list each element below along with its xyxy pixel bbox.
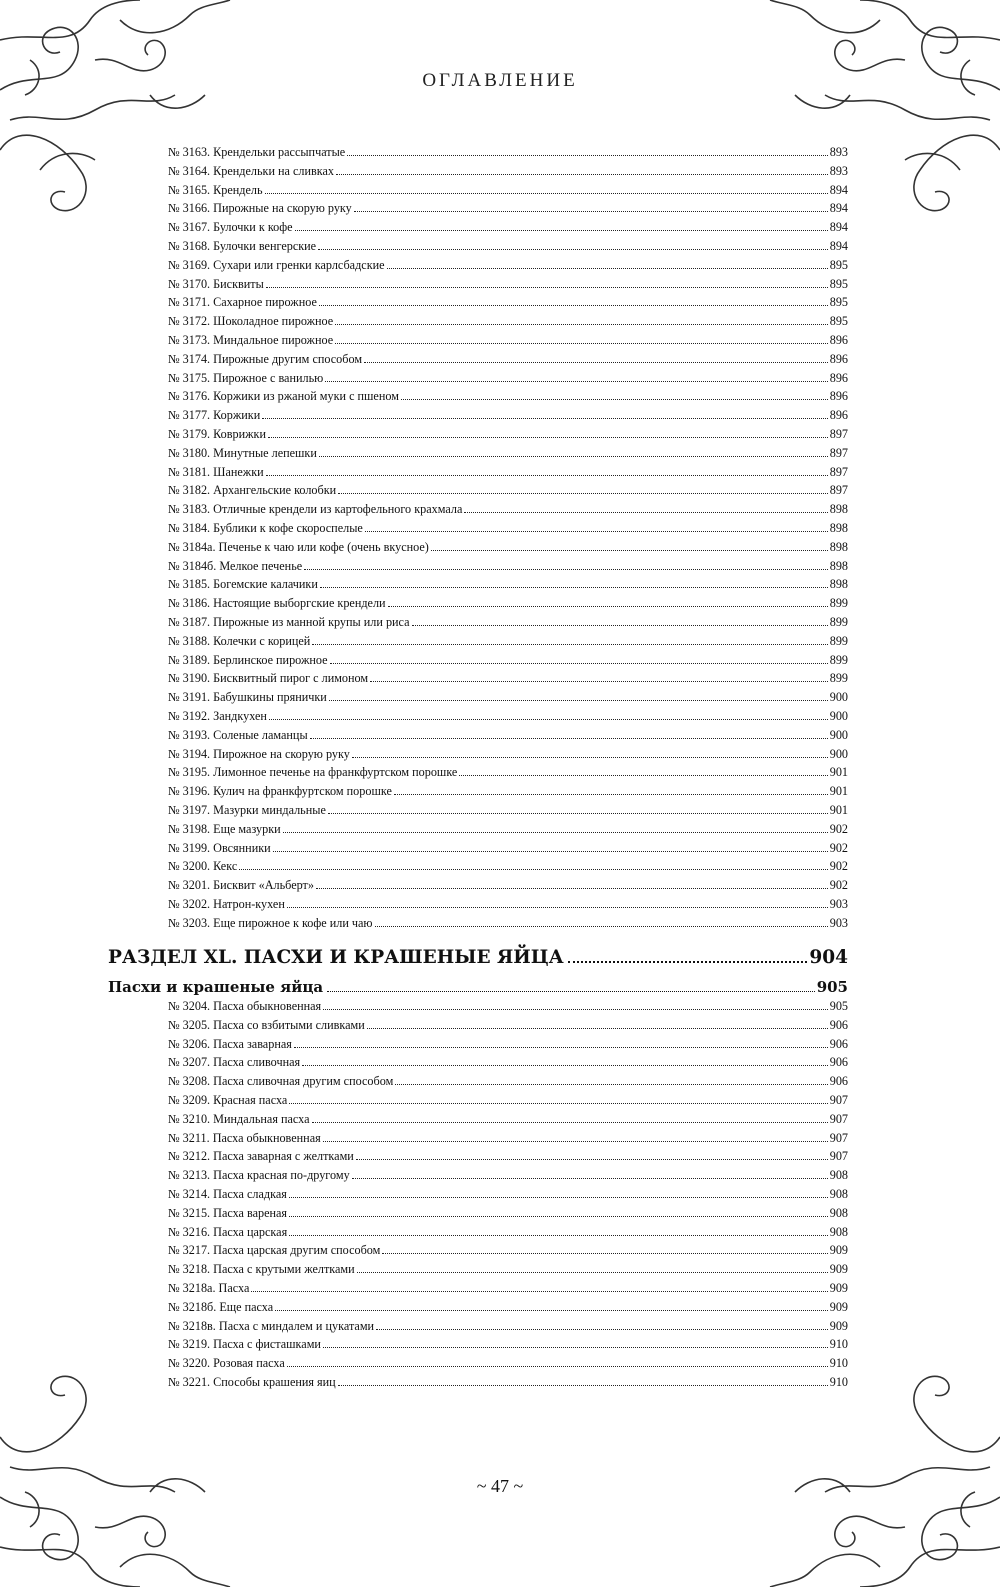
entry-page: 903 xyxy=(829,915,848,930)
entry-page: 910 xyxy=(829,1337,848,1352)
leader-dots xyxy=(287,906,828,908)
leader-dots xyxy=(375,925,828,927)
entry-title: № 3210. Миндальная пасха xyxy=(168,1111,310,1126)
leader-dots xyxy=(289,1234,828,1236)
floral-corner-icon xyxy=(760,1357,1000,1587)
leader-dots xyxy=(273,850,828,852)
toc-entry[interactable] xyxy=(168,1147,848,1165)
toc-entry[interactable] xyxy=(168,1223,848,1241)
entry-page: 902 xyxy=(829,821,848,836)
page-number: ~ 47 ~ xyxy=(476,1476,524,1496)
entry-title: № 3203. Еще пирожное к кофе или чаю xyxy=(168,915,373,930)
toc-entry[interactable] xyxy=(168,1354,848,1372)
leader-dots xyxy=(268,436,828,438)
entry-page: 899 xyxy=(829,615,848,629)
entry-title: № 3170. Бисквиты xyxy=(168,276,264,291)
leader-dots xyxy=(266,474,828,476)
entry-page: 910 xyxy=(829,1375,848,1389)
toc-entry[interactable] xyxy=(168,1373,848,1391)
entry-title: № 3184б. Мелкое печенье xyxy=(168,558,303,573)
toc-entry[interactable] xyxy=(168,463,848,481)
running-head: ОГЛАВЛЕНИЕ xyxy=(422,70,578,91)
entry-page: 906 xyxy=(829,1055,848,1070)
entry-title: № 3213. Пасха красная по-другому xyxy=(168,1168,350,1183)
entry-title: № 3180. Минутные лепешки xyxy=(168,445,317,460)
entry-page: 894 xyxy=(829,239,848,253)
entry-page: 893 xyxy=(829,163,848,178)
entry-page: 897 xyxy=(829,445,848,460)
toc-entry[interactable] xyxy=(168,162,848,180)
toc-entry[interactable] xyxy=(168,1185,848,1203)
toc-entry[interactable] xyxy=(168,1204,848,1222)
leader-dots xyxy=(289,1215,828,1217)
leader-dots xyxy=(269,718,828,720)
leader-dots xyxy=(412,624,828,626)
leader-dots xyxy=(338,1384,828,1386)
toc-entry[interactable] xyxy=(168,387,848,405)
leader-dots xyxy=(318,248,828,250)
toc-entry[interactable] xyxy=(168,745,848,763)
toc-entry[interactable] xyxy=(168,1279,848,1297)
leader-dots xyxy=(459,774,827,776)
subsection-title: Пасхи и крашеные яйца xyxy=(108,978,324,996)
toc-entry[interactable] xyxy=(168,857,848,875)
toc-entry[interactable] xyxy=(168,369,848,387)
leader-dots xyxy=(357,1271,828,1273)
entry-page: 895 xyxy=(829,295,848,310)
entry-page: 901 xyxy=(829,784,848,799)
toc-entry[interactable] xyxy=(168,1053,848,1071)
leader-dots xyxy=(323,1140,828,1142)
entry-page: 899 xyxy=(829,633,848,648)
entry-page: 908 xyxy=(829,1168,848,1183)
entry-title: № 3169. Сухари или гренки карлсбадские xyxy=(168,257,385,272)
entry-page: 901 xyxy=(829,803,848,817)
toc-entry[interactable] xyxy=(168,481,848,499)
entry-title: № 3166. Пирожные на скорую руку xyxy=(168,201,352,216)
entry-page: 909 xyxy=(829,1318,848,1333)
entry-title: № 3216. Пасха царская xyxy=(168,1224,288,1239)
entry-page: 894 xyxy=(829,182,848,197)
leader-dots xyxy=(310,737,828,739)
entry-page: 898 xyxy=(829,539,848,554)
entry-page: 902 xyxy=(829,878,848,893)
entry-page: 908 xyxy=(829,1205,848,1220)
toc-entry[interactable] xyxy=(168,406,848,424)
entry-page: 897 xyxy=(829,427,848,441)
entry-title: № 3176. Коржики из ржаной муки с пшеном xyxy=(168,389,399,404)
toc-entry[interactable] xyxy=(168,594,848,612)
entry-page: 908 xyxy=(829,1224,848,1239)
leader-dots xyxy=(401,398,828,400)
leader-dots xyxy=(323,1346,828,1348)
toc-entry[interactable] xyxy=(168,1166,848,1184)
entry-title: № 3218б. Еще пасха xyxy=(168,1299,274,1314)
entry-title: № 3201. Бисквит «Альберт» xyxy=(168,878,314,893)
section-title: РАЗДЕЛ XL. ПАСХИ И КРАШЕНЫЕ ЯЙЦА xyxy=(108,947,564,968)
leader-dots xyxy=(352,1177,828,1179)
entry-page: 908 xyxy=(829,1187,848,1201)
entry-page: 895 xyxy=(829,276,848,291)
entry-page: 907 xyxy=(829,1130,848,1145)
leader-dots xyxy=(335,342,828,344)
entry-title: № 3202. Натрон-кухен xyxy=(168,897,285,911)
leader-dots xyxy=(316,887,828,889)
entry-page: 909 xyxy=(829,1281,848,1295)
entry-page: 907 xyxy=(829,1093,848,1107)
entry-page: 902 xyxy=(829,859,848,874)
entry-page: 895 xyxy=(829,314,848,329)
leader-dots xyxy=(364,361,828,363)
toc-entry[interactable] xyxy=(168,726,848,744)
toc-entry[interactable] xyxy=(168,820,848,838)
toc-entry[interactable] xyxy=(168,500,848,518)
entry-page: 900 xyxy=(829,746,848,761)
toc-entry[interactable] xyxy=(168,1129,848,1147)
toc-entry[interactable] xyxy=(168,1035,848,1053)
leader-dots xyxy=(239,868,827,870)
toc-entry[interactable] xyxy=(168,331,848,349)
entry-title: № 3218. Пасха с крутыми желтками xyxy=(168,1262,355,1277)
entry-title: № 3175. Пирожное с ванилью xyxy=(168,370,324,385)
entry-title: № 3190. Бисквитный пирог с лимоном xyxy=(168,671,369,686)
entry-page: 896 xyxy=(829,389,848,404)
entry-page: 899 xyxy=(829,671,848,686)
entry-title: № 3184. Бублики к кофе скороспелые xyxy=(168,521,363,535)
toc-entry[interactable] xyxy=(168,632,848,650)
leader-dots xyxy=(319,455,828,457)
entry-page: 909 xyxy=(829,1243,848,1258)
entry-page: 909 xyxy=(829,1262,848,1277)
leader-dots xyxy=(376,1328,828,1330)
entry-title: № 3218в. Пасха с миндалем и цукатами xyxy=(168,1318,375,1333)
entry-page: 898 xyxy=(829,502,848,517)
toc-entry[interactable] xyxy=(168,782,848,800)
entry-page: 896 xyxy=(829,370,848,385)
entry-page: 906 xyxy=(829,1036,848,1051)
leader-dots xyxy=(328,812,828,814)
entry-title: № 3186. Настоящие выборгские крендели xyxy=(168,596,386,611)
leader-dots xyxy=(295,229,828,231)
entry-page: 896 xyxy=(829,351,848,366)
leader-dots xyxy=(251,1290,827,1292)
entry-page: 907 xyxy=(829,1111,848,1126)
entry-title: № 3217. Пасха царская другим способом xyxy=(168,1243,381,1258)
toc-entry[interactable] xyxy=(168,839,848,857)
toc-entry[interactable] xyxy=(168,256,848,274)
entry-page: 900 xyxy=(829,709,848,723)
toc-entry[interactable] xyxy=(168,1335,848,1353)
entry-page: 909 xyxy=(829,1299,848,1314)
toc-entry[interactable] xyxy=(168,425,848,443)
entry-title: № 3165. Крендель xyxy=(168,182,263,197)
entry-title: № 3220. Розовая пасха xyxy=(168,1356,285,1371)
entry-title: № 3218а. Пасха xyxy=(168,1281,250,1295)
toc-entry[interactable] xyxy=(168,1091,848,1109)
entry-title: № 3196. Кулич на франкфуртском порошке xyxy=(168,784,392,799)
leader-dots xyxy=(330,662,828,664)
entry-title: № 3200. Кекс xyxy=(168,859,238,874)
leader-dots xyxy=(395,1083,827,1085)
entry-title: № 3215. Пасха вареная xyxy=(168,1205,288,1220)
entry-title: № 3163. Крендельки рассыпчатые xyxy=(168,145,346,159)
entry-page: 910 xyxy=(829,1356,848,1371)
entry-title: № 3167. Булочки к кофе xyxy=(168,220,293,235)
section-page: 904 xyxy=(809,947,848,968)
entry-title: № 3168. Булочки венгерские xyxy=(168,239,317,253)
toc-entry[interactable] xyxy=(168,237,848,255)
leader-dots xyxy=(265,192,828,194)
toc-entry[interactable] xyxy=(168,1241,848,1259)
entry-title: № 3198. Еще мазурки xyxy=(168,821,281,836)
entry-title: № 3192. Зандкухен xyxy=(168,709,267,723)
toc-entry[interactable] xyxy=(168,997,848,1015)
leader-dots xyxy=(327,991,815,992)
entry-page: 905 xyxy=(829,999,848,1013)
leader-dots xyxy=(289,1102,827,1104)
entry-title: № 3199. Овсянники xyxy=(168,840,271,855)
entry-title: № 3177. Коржики xyxy=(168,408,261,423)
leader-dots xyxy=(266,286,828,288)
toc-entry[interactable] xyxy=(168,613,848,631)
leader-dots xyxy=(283,831,828,833)
leader-dots xyxy=(294,1046,828,1048)
toc-entry[interactable] xyxy=(168,895,848,913)
toc-entry[interactable] xyxy=(168,1072,848,1090)
leader-dots xyxy=(352,756,828,758)
entry-title: № 3191. Бабушкины прянички xyxy=(168,690,327,705)
entry-title: № 3174. Пирожные другим способом xyxy=(168,351,363,366)
toc-entry[interactable] xyxy=(168,707,848,725)
leader-dots xyxy=(323,1008,828,1010)
entry-title: № 3219. Пасха с фисташками xyxy=(168,1337,321,1352)
entry-page: 895 xyxy=(829,257,848,272)
entry-title: № 3179. Коврижки xyxy=(168,427,266,441)
entry-title: № 3189. Берлинское пирожное xyxy=(168,652,328,667)
entry-title: № 3214. Пасха сладкая xyxy=(168,1187,287,1201)
entry-page: 907 xyxy=(829,1149,848,1164)
entry-title: № 3212. Пасха заварная с желтками xyxy=(168,1149,354,1164)
entry-title: № 3208. Пасха сливочная другим способом xyxy=(168,1074,394,1089)
toc-entry[interactable] xyxy=(168,876,848,894)
entry-title: № 3209. Красная пасха xyxy=(168,1093,288,1107)
leader-dots xyxy=(262,417,827,419)
entry-page: 893 xyxy=(829,145,848,159)
leader-dots xyxy=(287,1365,828,1367)
subsection-page: 905 xyxy=(816,978,848,996)
toc-entry[interactable] xyxy=(168,519,848,537)
entry-page: 901 xyxy=(829,765,848,780)
toc-entry[interactable] xyxy=(168,1110,848,1128)
entry-title: № 3195. Лимонное печенье на франкфуртском порошке xyxy=(168,765,458,780)
toc-entry[interactable] xyxy=(168,218,848,236)
entry-title: № 3205. Пасха со взбитыми сливками xyxy=(168,1017,365,1032)
entry-page: 898 xyxy=(829,558,848,573)
leader-dots xyxy=(312,1121,828,1123)
entry-page: 906 xyxy=(829,1074,848,1089)
leader-dots xyxy=(367,1027,828,1029)
leader-dots xyxy=(394,793,828,795)
leader-dots xyxy=(388,605,828,607)
entry-page: 900 xyxy=(829,690,848,705)
toc-entry[interactable] xyxy=(168,1260,848,1278)
entry-page: 897 xyxy=(829,464,848,479)
leader-dots xyxy=(329,699,828,701)
entry-title: № 3171. Сахарное пирожное xyxy=(168,295,317,310)
toc-entry[interactable] xyxy=(168,914,848,932)
leader-dots xyxy=(356,1158,828,1160)
entry-page: 900 xyxy=(829,727,848,742)
leader-dots xyxy=(289,1196,828,1198)
leader-dots xyxy=(365,530,828,532)
leader-dots xyxy=(319,304,828,306)
entry-page: 899 xyxy=(829,596,848,611)
toc-entry[interactable] xyxy=(168,199,848,217)
leader-dots xyxy=(275,1309,828,1311)
toc-entry[interactable] xyxy=(168,293,848,311)
toc-entry[interactable] xyxy=(168,444,848,462)
leader-dots xyxy=(312,643,827,645)
toc-entry[interactable] xyxy=(168,557,848,575)
entry-page: 896 xyxy=(829,333,848,347)
entry-title: № 3172. Шоколадное пирожное xyxy=(168,314,334,329)
entry-title: № 3173. Миндальное пирожное xyxy=(168,333,334,347)
entry-title: № 3185. Богемские калачики xyxy=(168,577,318,592)
leader-dots xyxy=(325,380,827,382)
toc-entry[interactable] xyxy=(168,350,848,368)
entry-page: 899 xyxy=(829,652,848,667)
entry-title: № 3204. Пасха обыкновенная xyxy=(168,999,322,1013)
leader-dots xyxy=(338,492,828,494)
entry-title: № 3193. Соленые ламанцы xyxy=(168,727,308,742)
leader-dots xyxy=(568,961,808,963)
entry-title: № 3207. Пасха сливочная xyxy=(168,1055,301,1070)
leader-dots xyxy=(302,1064,828,1066)
entry-page: 903 xyxy=(829,897,848,911)
toc-entry[interactable] xyxy=(168,801,848,819)
entry-page: 902 xyxy=(829,840,848,855)
toc-entry[interactable] xyxy=(168,1016,848,1034)
leader-dots xyxy=(387,267,828,269)
toc-entry[interactable] xyxy=(168,275,848,293)
entry-title: № 3194. Пирожное на скорую руку xyxy=(168,746,350,761)
toc-entry[interactable] xyxy=(168,651,848,669)
entry-title: № 3188. Колечки с корицей xyxy=(168,633,311,648)
toc-entry[interactable] xyxy=(168,763,848,781)
entry-page: 894 xyxy=(829,220,848,235)
leader-dots xyxy=(431,549,828,551)
toc-entry[interactable] xyxy=(168,538,848,556)
leader-dots xyxy=(335,323,828,325)
leader-dots xyxy=(347,154,828,156)
toc-entry[interactable] xyxy=(168,143,848,161)
leader-dots xyxy=(304,568,828,570)
entry-title: № 3181. Шанежки xyxy=(168,464,264,479)
entry-title: № 3211. Пасха обыкновенная xyxy=(168,1130,321,1145)
entry-title: № 3187. Пирожные из манной крупы или риса xyxy=(168,615,410,629)
entry-title: № 3197. Мазурки миндальные xyxy=(168,803,326,817)
toc-section[interactable] xyxy=(108,947,848,973)
entry-page: 896 xyxy=(829,408,848,423)
leader-dots xyxy=(354,210,828,212)
entry-title: № 3164. Крендельки на сливках xyxy=(168,163,335,178)
toc-entry[interactable] xyxy=(168,1298,848,1316)
entry-title: № 3206. Пасха заварная xyxy=(168,1036,292,1051)
entry-page: 897 xyxy=(829,483,848,498)
toc-entry[interactable] xyxy=(168,312,848,330)
entry-title: № 3183. Отличные крендели из картофельного крахмала xyxy=(168,502,463,517)
entry-page: 898 xyxy=(829,577,848,592)
leader-dots xyxy=(320,586,828,588)
leader-dots xyxy=(464,511,827,513)
leader-dots xyxy=(370,680,828,682)
entry-page: 906 xyxy=(829,1017,848,1032)
entry-page: 898 xyxy=(829,521,848,535)
toc-entry[interactable] xyxy=(168,1317,848,1335)
entry-title: № 3182. Архангельские колобки xyxy=(168,483,337,498)
entry-title: № 3221. Способы крашения яиц xyxy=(168,1375,336,1389)
toc-entry[interactable] xyxy=(168,575,848,593)
leader-dots xyxy=(382,1252,827,1254)
toc-entry[interactable] xyxy=(168,181,848,199)
entry-title: № 3184а. Печенье к чаю или кофе (очень вкусное) xyxy=(168,539,429,554)
toc-entry[interactable] xyxy=(168,669,848,687)
toc-entry[interactable] xyxy=(168,688,848,706)
entry-page: 894 xyxy=(829,201,848,216)
floral-corner-icon xyxy=(0,1357,240,1587)
leader-dots xyxy=(336,173,828,175)
